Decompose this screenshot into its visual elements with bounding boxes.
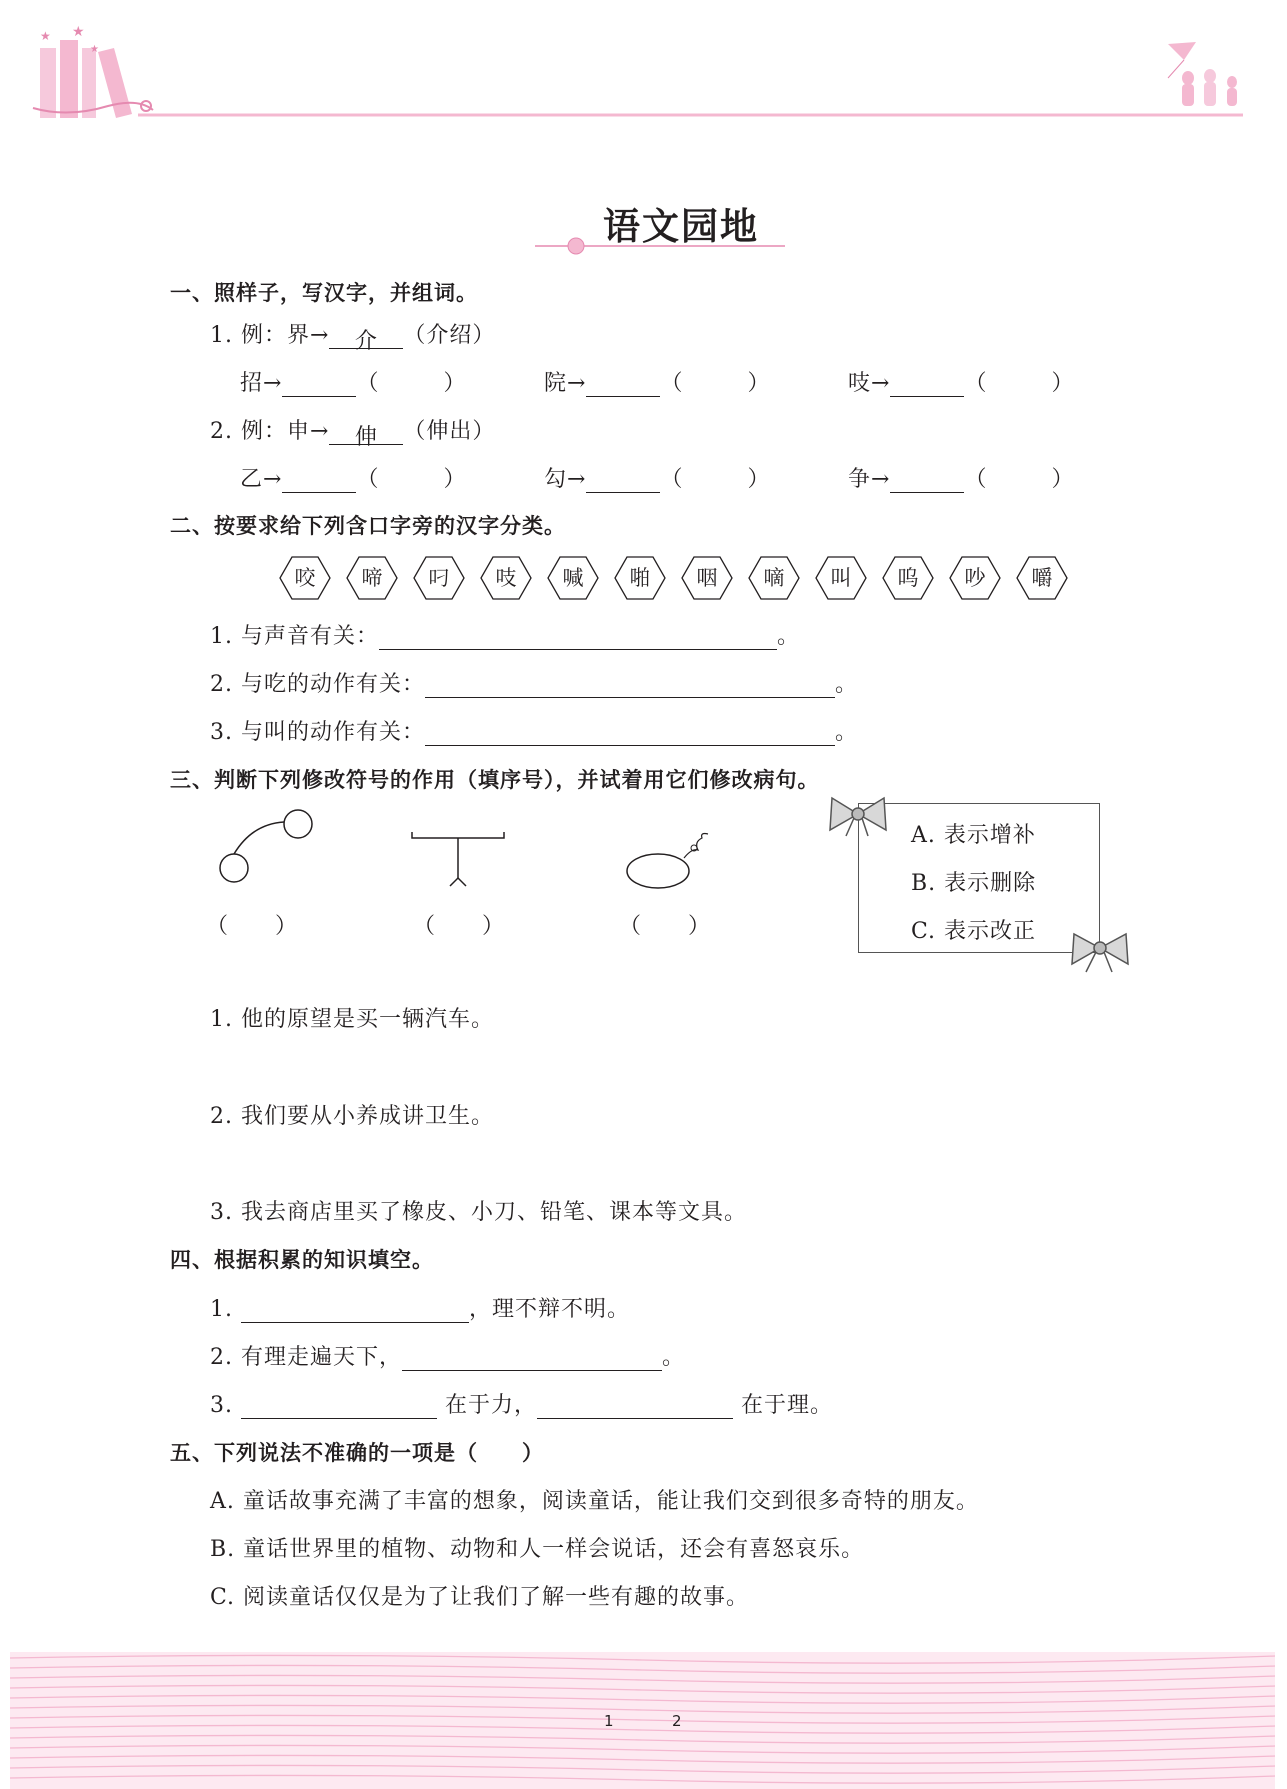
hex-char: 嚼 xyxy=(1016,555,1068,601)
answer-blank[interactable] xyxy=(586,372,660,397)
hex-char: 叫 xyxy=(815,555,867,601)
paren-close: ） xyxy=(443,371,467,396)
word-paren[interactable] xyxy=(964,462,1074,493)
insert-mark-icon xyxy=(408,828,508,888)
s4-question-2-text: 2. 有理走遍天下， xyxy=(210,1345,402,1370)
s1-char-label: 乙→ xyxy=(240,467,283,492)
hex-char-list xyxy=(279,555,1068,601)
answer-blank[interactable] xyxy=(890,372,964,397)
s1-example-2-answer: 伸 xyxy=(329,420,403,445)
paren-open: （ xyxy=(660,467,684,492)
s1-example-1 xyxy=(210,318,496,354)
s1-item-6 xyxy=(848,462,1074,493)
s2-question-3 xyxy=(210,715,858,746)
s1-example-2-prefix: 2. 例：申→ xyxy=(210,419,330,444)
s4-question-3-mid: 在于力， xyxy=(445,1393,538,1418)
bow-icon xyxy=(826,790,890,840)
svg-text:★: ★ xyxy=(72,24,85,40)
s1-example-1-answer: 介 xyxy=(329,324,403,349)
page-number-right: 2 xyxy=(672,1712,682,1730)
period: 。 xyxy=(661,1345,685,1370)
word-paren[interactable] xyxy=(356,366,466,397)
s3-sentence-3: 3. 我去商店里买了橡皮、小刀、铅笔、课本等文具。 xyxy=(210,1200,747,1225)
hex-char: 呜 xyxy=(882,555,934,601)
section-4-heading: 四、根据积累的知识填空。 xyxy=(170,1248,434,1272)
legend-option-c: C. 表示改正 xyxy=(911,919,1037,944)
paren-close: ） xyxy=(1051,467,1075,492)
answer-blank[interactable] xyxy=(282,468,356,493)
s5-option-a: A. 童话故事充满了丰富的想象，阅读童话，能让我们交到很多奇特的朋友。 xyxy=(210,1489,979,1514)
s3-sentence-1: 1. 他的原望是买一辆汽车。 xyxy=(210,1007,494,1032)
s1-char-label: 院→ xyxy=(544,371,587,396)
paren-open: （ xyxy=(964,371,988,396)
hex-char: 嘀 xyxy=(748,555,800,601)
header-ornament xyxy=(28,18,1248,130)
word-paren[interactable] xyxy=(660,366,770,397)
s1-example-1-suffix: （介绍） xyxy=(403,323,496,348)
s1-char-label: 勾→ xyxy=(544,467,587,492)
s4-question-1-number: 1. xyxy=(210,1297,233,1322)
legend-option-a: A. 表示增补 xyxy=(911,823,1036,848)
s2-question-1-label: 1. 与声音有关： xyxy=(210,624,379,649)
answer-blank[interactable] xyxy=(282,372,356,397)
s1-example-1-prefix: 1. 例：界→ xyxy=(210,323,330,348)
s3-sentence-2: 2. 我们要从小养成讲卫生。 xyxy=(210,1104,494,1129)
delete-mark-icon xyxy=(624,828,714,890)
answer-blank[interactable] xyxy=(402,1346,662,1371)
section-2-heading: 二、按要求给下列含口字旁的汉字分类。 xyxy=(170,514,566,538)
bow-icon xyxy=(1068,930,1132,980)
s1-item-5 xyxy=(544,462,770,493)
paren-open: （ xyxy=(356,467,380,492)
section-3-heading: 三、判断下列修改符号的作用（填序号），并试着用它们修改病句。 xyxy=(170,768,820,792)
paren-close: ） xyxy=(747,371,771,396)
answer-blank[interactable] xyxy=(586,468,660,493)
s1-char-label: 争→ xyxy=(848,467,891,492)
svg-text:★: ★ xyxy=(90,44,99,55)
word-paren[interactable] xyxy=(964,366,1074,397)
answer-blank[interactable] xyxy=(241,1394,437,1419)
s5-option-c: C. 阅读童话仅仅是为了让我们了解一些有趣的故事。 xyxy=(210,1585,750,1610)
svg-text:★: ★ xyxy=(40,29,51,43)
s4-question-1-text: ，理不辩不明。 xyxy=(469,1297,631,1322)
footer-wave-band xyxy=(10,1652,1275,1789)
s1-item-2 xyxy=(544,366,770,397)
paren-open: （ xyxy=(660,371,684,396)
hex-char: 啪 xyxy=(614,555,666,601)
section-1-heading: 一、照样子，写汉字，并组词。 xyxy=(170,281,478,305)
symbol-1-paren[interactable]: （ ） xyxy=(206,914,299,939)
options-legend-box xyxy=(858,803,1100,953)
period: 。 xyxy=(776,624,800,649)
paren-close: ） xyxy=(747,467,771,492)
period: 。 xyxy=(834,720,858,745)
legend-option-b: B. 表示删除 xyxy=(911,871,1037,896)
hex-char: 吱 xyxy=(480,555,532,601)
symbol-2-paren[interactable]: （ ） xyxy=(413,914,506,939)
s4-question-3 xyxy=(210,1388,833,1419)
word-paren[interactable] xyxy=(660,462,770,493)
s2-question-2 xyxy=(210,667,858,698)
s1-char-label: 吱→ xyxy=(848,371,891,396)
answer-blank[interactable] xyxy=(379,625,777,650)
s4-question-2 xyxy=(210,1340,685,1371)
s2-question-2-label: 2. 与吃的动作有关： xyxy=(210,672,425,697)
s4-question-3-number: 3. xyxy=(210,1393,233,1418)
s1-char-label: 招→ xyxy=(240,371,283,396)
s4-question-3-suffix: 在于理。 xyxy=(741,1393,834,1418)
hex-char: 咬 xyxy=(279,555,331,601)
answer-blank[interactable] xyxy=(890,468,964,493)
hex-char: 吵 xyxy=(949,555,1001,601)
s1-example-2-suffix: （伸出） xyxy=(403,419,496,444)
answer-blank[interactable] xyxy=(425,721,835,746)
s5-option-b: B. 童话世界里的植物、动物和人一样会说话，还会有喜怒哀乐。 xyxy=(210,1537,865,1562)
s1-item-1 xyxy=(240,366,466,397)
paren-close: ） xyxy=(1051,371,1075,396)
paren-open: （ xyxy=(356,371,380,396)
hex-char: 叼 xyxy=(413,555,465,601)
word-paren[interactable] xyxy=(356,462,466,493)
paren-close: ） xyxy=(443,467,467,492)
s1-item-4 xyxy=(240,462,466,493)
period: 。 xyxy=(834,672,858,697)
paren-open: （ xyxy=(964,467,988,492)
title-underline xyxy=(535,236,785,256)
answer-blank[interactable] xyxy=(425,673,835,698)
hex-char: 咽 xyxy=(681,555,733,601)
hex-char: 啼 xyxy=(346,555,398,601)
s2-question-3-label: 3. 与叫的动作有关： xyxy=(210,720,425,745)
hex-char: 喊 xyxy=(547,555,599,601)
page-title: 语文园地 xyxy=(603,204,759,248)
s2-question-1 xyxy=(210,619,800,650)
s1-example-2 xyxy=(210,414,496,450)
symbol-3-paren[interactable]: （ ） xyxy=(619,914,712,939)
s1-item-3 xyxy=(848,366,1074,397)
section-5-heading: 五、下列说法不准确的一项是（ ） xyxy=(170,1441,544,1465)
answer-blank[interactable] xyxy=(537,1394,733,1419)
page-number-left: 1 xyxy=(604,1712,614,1730)
add-mark-icon xyxy=(212,800,322,890)
s4-question-1 xyxy=(210,1292,630,1323)
answer-blank[interactable] xyxy=(241,1298,469,1323)
